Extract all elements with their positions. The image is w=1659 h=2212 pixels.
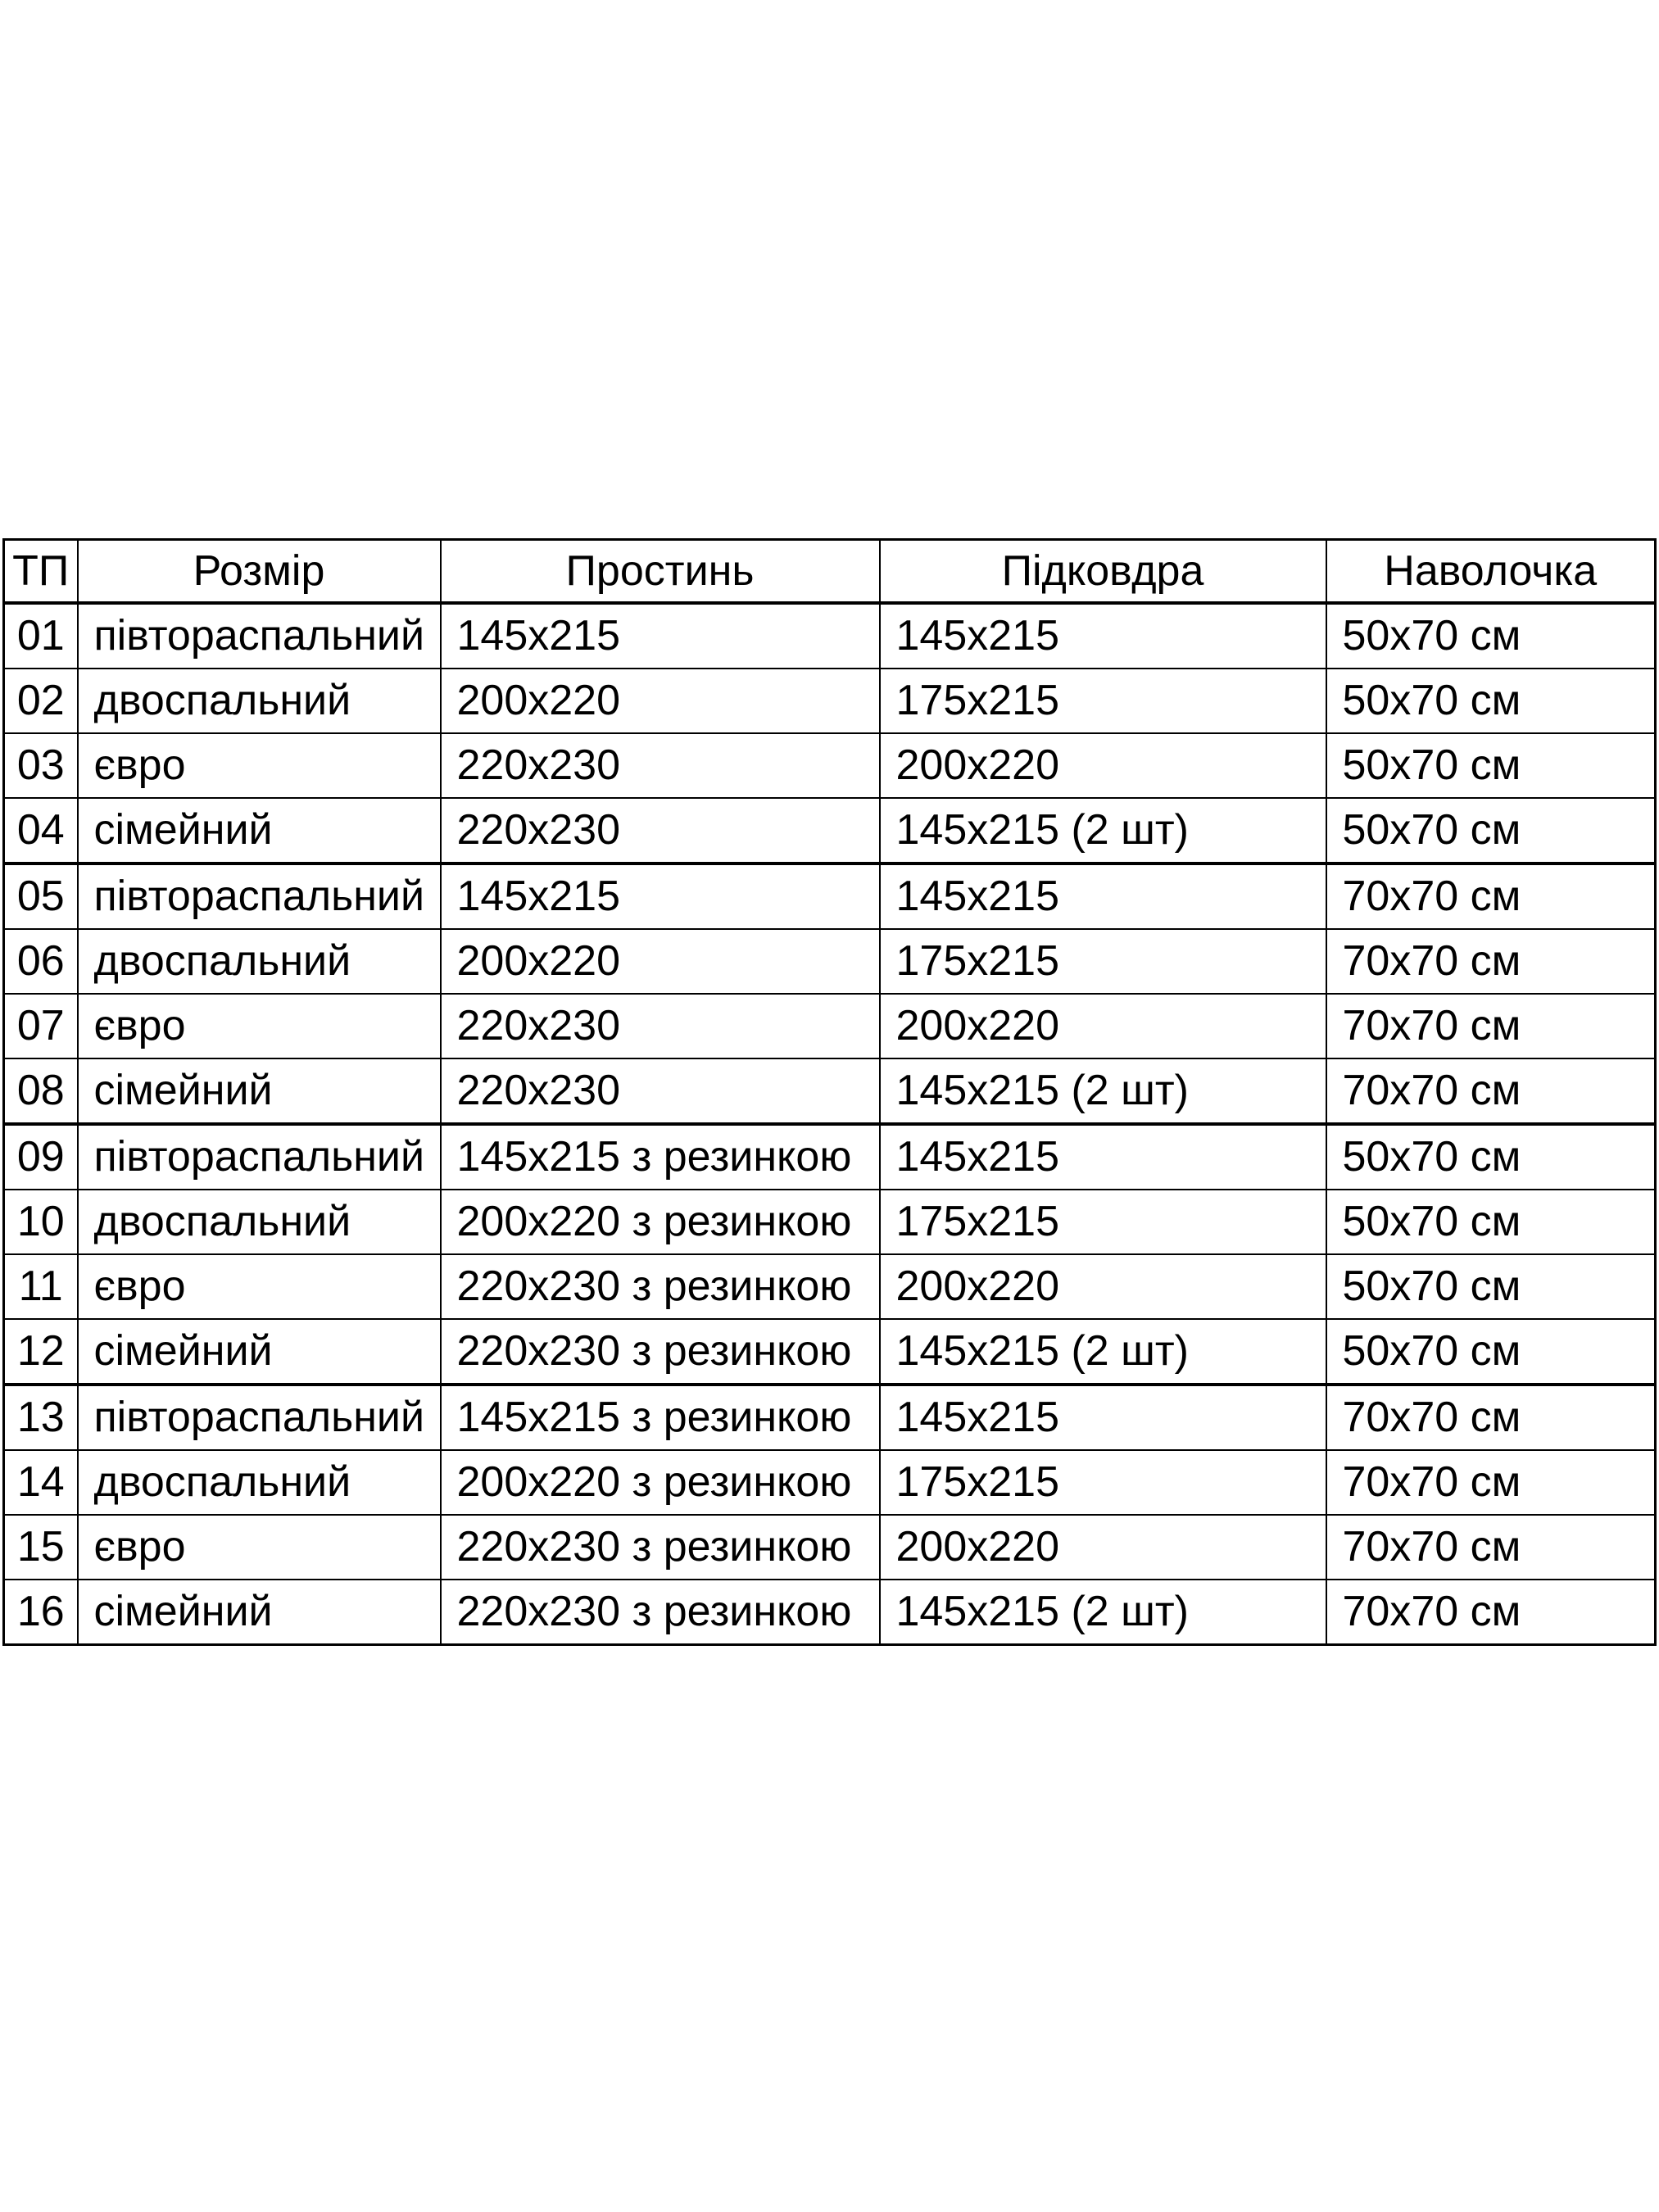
table-row bbox=[4, 929, 1656, 994]
sheet-cell: 220х230 bbox=[441, 1058, 880, 1124]
size-cell: півтораспальний bbox=[78, 863, 441, 929]
row-number-cell: 02 bbox=[4, 669, 78, 733]
row-number-cell: 09 bbox=[4, 1124, 78, 1190]
size-cell: двоспальний bbox=[78, 1450, 441, 1515]
bedding-sizes-table bbox=[2, 538, 1657, 1646]
row-number-cell: 13 bbox=[4, 1385, 78, 1450]
sheet-cell: 220х230 bbox=[441, 733, 880, 798]
duvet-cell: 145х215 bbox=[880, 1124, 1326, 1190]
table-row bbox=[4, 1580, 1656, 1645]
sheet-cell: 145х215 bbox=[441, 863, 880, 929]
pillowcase-cell: 50х70 см bbox=[1326, 1124, 1656, 1190]
size-cell: двоспальний bbox=[78, 929, 441, 994]
size-cell: двоспальний bbox=[78, 1190, 441, 1254]
pillowcase-cell: 70х70 см bbox=[1326, 863, 1656, 929]
row-number-cell: 10 bbox=[4, 1190, 78, 1254]
table-header-row bbox=[4, 540, 1656, 604]
table-row bbox=[4, 1124, 1656, 1190]
duvet-cell: 200х220 bbox=[880, 1254, 1326, 1319]
sheet-cell: 220х230 з резинкою bbox=[441, 1580, 880, 1645]
table-row bbox=[4, 1319, 1656, 1385]
size-cell: євро bbox=[78, 1254, 441, 1319]
duvet-cell: 175х215 bbox=[880, 669, 1326, 733]
pillowcase-cell: 70х70 см bbox=[1326, 1580, 1656, 1645]
size-cell: сімейний bbox=[78, 1580, 441, 1645]
table-row bbox=[4, 1515, 1656, 1580]
sheet-cell: 220х230 з резинкою bbox=[441, 1515, 880, 1580]
pillowcase-cell: 70х70 см bbox=[1326, 994, 1656, 1058]
column-header-tp: ТП bbox=[4, 540, 78, 604]
sheet-cell: 220х230 з резинкою bbox=[441, 1319, 880, 1385]
duvet-cell: 145х215 bbox=[880, 1385, 1326, 1450]
size-cell: півтораспальний bbox=[78, 1124, 441, 1190]
sheet-cell: 220х230 bbox=[441, 994, 880, 1058]
table-row bbox=[4, 798, 1656, 863]
column-header-pillowcase: Наволочка bbox=[1326, 540, 1656, 604]
sheet-cell: 200х220 з резинкою bbox=[441, 1190, 880, 1254]
pillowcase-cell: 50х70 см bbox=[1326, 1254, 1656, 1319]
size-cell: сімейний bbox=[78, 1319, 441, 1385]
sheet-cell: 200х220 bbox=[441, 929, 880, 994]
sheet-cell: 200х220 bbox=[441, 669, 880, 733]
row-number-cell: 05 bbox=[4, 863, 78, 929]
size-cell: сімейний bbox=[78, 1058, 441, 1124]
duvet-cell: 175х215 bbox=[880, 1450, 1326, 1515]
pillowcase-cell: 70х70 см bbox=[1326, 1450, 1656, 1515]
pillowcase-cell: 50х70 см bbox=[1326, 798, 1656, 863]
duvet-cell: 145х215 (2 шт) bbox=[880, 1058, 1326, 1124]
table-row bbox=[4, 1058, 1656, 1124]
row-number-cell: 07 bbox=[4, 994, 78, 1058]
column-header-size: Розмір bbox=[78, 540, 441, 604]
table-row bbox=[4, 1190, 1656, 1254]
duvet-cell: 175х215 bbox=[880, 1190, 1326, 1254]
duvet-cell: 145х215 (2 шт) bbox=[880, 798, 1326, 863]
size-cell: двоспальний bbox=[78, 669, 441, 733]
pillowcase-cell: 50х70 см bbox=[1326, 669, 1656, 733]
row-number-cell: 06 bbox=[4, 929, 78, 994]
column-header-sheet: Простинь bbox=[441, 540, 880, 604]
row-number-cell: 16 bbox=[4, 1580, 78, 1645]
duvet-cell: 145х215 bbox=[880, 603, 1326, 669]
sheet-cell: 200х220 з резинкою bbox=[441, 1450, 880, 1515]
row-number-cell: 08 bbox=[4, 1058, 78, 1124]
table-row bbox=[4, 994, 1656, 1058]
sheet-cell: 220х230 з резинкою bbox=[441, 1254, 880, 1319]
sheet-cell: 145х215 bbox=[441, 603, 880, 669]
pillowcase-cell: 50х70 см bbox=[1326, 733, 1656, 798]
size-cell: півтораспальний bbox=[78, 603, 441, 669]
duvet-cell: 200х220 bbox=[880, 1515, 1326, 1580]
table-row bbox=[4, 1450, 1656, 1515]
row-number-cell: 11 bbox=[4, 1254, 78, 1319]
pillowcase-cell: 70х70 см bbox=[1326, 929, 1656, 994]
duvet-cell: 145х215 (2 шт) bbox=[880, 1319, 1326, 1385]
duvet-cell: 200х220 bbox=[880, 994, 1326, 1058]
sheet-cell: 220х230 bbox=[441, 798, 880, 863]
table-row bbox=[4, 733, 1656, 798]
pillowcase-cell: 50х70 см bbox=[1326, 1190, 1656, 1254]
table-row bbox=[4, 669, 1656, 733]
sheet-cell: 145х215 з резинкою bbox=[441, 1385, 880, 1450]
row-number-cell: 15 bbox=[4, 1515, 78, 1580]
column-header-duvet: Підковдра bbox=[880, 540, 1326, 604]
duvet-cell: 200х220 bbox=[880, 733, 1326, 798]
table-row bbox=[4, 863, 1656, 929]
row-number-cell: 12 bbox=[4, 1319, 78, 1385]
duvet-cell: 145х215 bbox=[880, 863, 1326, 929]
size-cell: євро bbox=[78, 733, 441, 798]
size-cell: євро bbox=[78, 994, 441, 1058]
row-number-cell: 03 bbox=[4, 733, 78, 798]
sheet-cell: 145х215 з резинкою bbox=[441, 1124, 880, 1190]
size-cell: півтораспальний bbox=[78, 1385, 441, 1450]
table-row bbox=[4, 1385, 1656, 1450]
size-cell: сімейний bbox=[78, 798, 441, 863]
table-row bbox=[4, 1254, 1656, 1319]
duvet-cell: 145х215 (2 шт) bbox=[880, 1580, 1326, 1645]
pillowcase-cell: 50х70 см bbox=[1326, 1319, 1656, 1385]
duvet-cell: 175х215 bbox=[880, 929, 1326, 994]
size-cell: євро bbox=[78, 1515, 441, 1580]
pillowcase-cell: 50х70 см bbox=[1326, 603, 1656, 669]
row-number-cell: 14 bbox=[4, 1450, 78, 1515]
pillowcase-cell: 70х70 см bbox=[1326, 1385, 1656, 1450]
row-number-cell: 01 bbox=[4, 603, 78, 669]
pillowcase-cell: 70х70 см bbox=[1326, 1058, 1656, 1124]
row-number-cell: 04 bbox=[4, 798, 78, 863]
pillowcase-cell: 70х70 см bbox=[1326, 1515, 1656, 1580]
table-row bbox=[4, 603, 1656, 669]
